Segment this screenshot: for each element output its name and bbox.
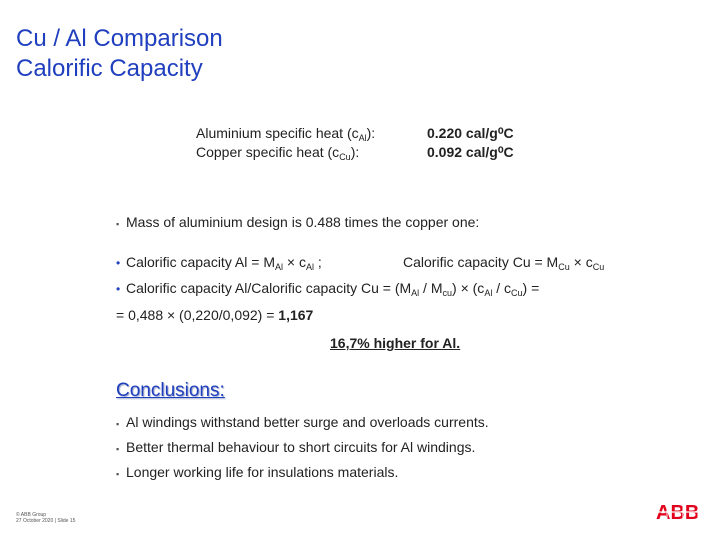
bullet-icon: ▪ <box>116 444 120 454</box>
bullet-icon: • <box>116 256 121 270</box>
bullet-icon: ▪ <box>116 419 120 429</box>
bullet-icon: ▪ <box>116 219 120 229</box>
abb-logo <box>656 503 706 526</box>
slide-title-line2: Calorific Capacity <box>16 55 203 82</box>
al-specific-heat-label: Aluminium specific heat $(c_{Al})$: <box>196 125 376 143</box>
cu-specific-heat-value: 0.092 cal/g⁰C <box>427 144 514 160</box>
ratio-formula: = 0,488 × (0,220/0,092) = 1,167 <box>116 307 314 323</box>
cu-specific-heat-label: Copper specific heat $(c_{Cu})$: <box>196 144 360 162</box>
slide-title-line1: Cu / Al Comparison <box>16 25 223 52</box>
bullet-calorific-ratio: • Calorific capacity Al/Calorific capacity $Cu = (M_{Al} / M_{cu}) \times (c_{Al} / c_{Cu})$ = <box>116 280 540 298</box>
footer-date-slide: 27 October 2020 | Slide 15 <box>16 518 76 524</box>
bullet-icon: • <box>116 282 121 296</box>
ratio-result: 1,167 <box>278 307 314 323</box>
al-specific-heat-value: 0.220 cal/g⁰C <box>427 125 514 141</box>
higher-for-al-note: 16,7% higher for Al. <box>330 335 461 351</box>
bullet-mass-ratio: ▪ Mass of aluminium design is 0.488 times the copper one: <box>116 214 480 230</box>
conclusion-item: ▪ Better thermal behaviour to short circuits for Al windings. <box>116 439 476 455</box>
conclusions-heading: Conclusions: <box>116 380 225 401</box>
footer-copyright: © ABB Group <box>16 512 47 518</box>
bullet-calorific-al: • Calorific capacity $Al = M_{Al} \times c_{Al}$ ; <box>116 254 322 272</box>
conclusion-item: ▪ Al windings withstand better surge and overloads currents. <box>116 414 489 430</box>
abb-logo-text: ABB <box>656 503 700 521</box>
conclusion-item: ▪ Longer working life for insulations materials. <box>116 464 399 480</box>
bullet-icon: ▪ <box>116 469 120 479</box>
calorific-cu: Calorific capacity $Cu = M_{Cu} \times c_{Cu}$ <box>403 254 605 272</box>
